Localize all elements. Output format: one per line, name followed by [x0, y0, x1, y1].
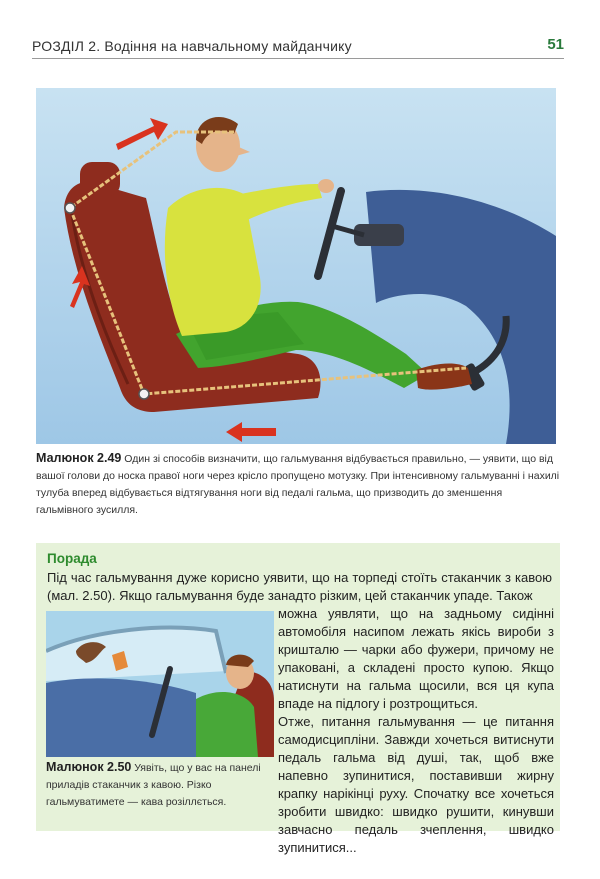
dashboard: [46, 678, 196, 757]
page-number: 51: [547, 36, 564, 53]
header-divider: [32, 58, 564, 59]
figure-caption-text: Один зі способів визначити, що гальмування відбувається правильно, — уявити, що від вашої голови до носка правої ноги через крісло пропущено мотузку. При інтенсивному гальмуванні і нахилі тулуба вперед відбувається відтягування ноги від педалі гальма, що призводить до зменшення гальмівного зусилля.: [36, 453, 560, 516]
tip-paragraph: можна уявляти, що на задньому сидінні автомобіля насипом лежать якісь вироби з кришталю — чарки або фужери, причому не упаковані, а складені просто купою. Якщо натиснути на гальма щосили, вся ця купа впаде на підлогу і розтрощиться.: [278, 606, 554, 711]
section-title: РОЗДІЛ 2. Водіння на навчальному майданчику: [32, 38, 352, 54]
tip-paragraph: Отже, питання гальмування — це питання самодисципліни. Завжди хочеться витиснути педаль гальма від душі, так, щоб вже напевно зупинитися, поставивши жирну крапку нарікінці руху. Спочатку все хочеться зробити швидко: швидко рушити, кинувши завчасно педаль зчеплення, швидко зупинитися...: [278, 714, 554, 855]
tip-body: [278, 605, 554, 857]
tip-box: [36, 543, 560, 855]
figure-label: Малюнок 2.50: [46, 760, 132, 774]
figure-caption: [36, 450, 560, 519]
tip-title: Порада: [47, 551, 97, 566]
tip-intro-text: Під час гальмування дуже корисно уявити, що на торпеді стоїть стаканчик з кавою (мал. 2.50). Якщо гальмування буде занадто різким, цей стаканчик упаде. Також: [47, 570, 552, 603]
figure-label: Малюнок 2.49: [36, 451, 122, 465]
headrest: [80, 162, 120, 196]
page-header: [32, 36, 564, 58]
figure-caption-text: Уявіть, що у вас на панелі приладів стаканчик з кавою. Різко гальмуватимете — кава розіллється.: [46, 762, 261, 808]
figure-caption: [46, 759, 274, 811]
coffee-cup-illustration: [46, 611, 274, 757]
braking-posture-illustration: [36, 88, 556, 444]
shirt: [196, 692, 258, 757]
